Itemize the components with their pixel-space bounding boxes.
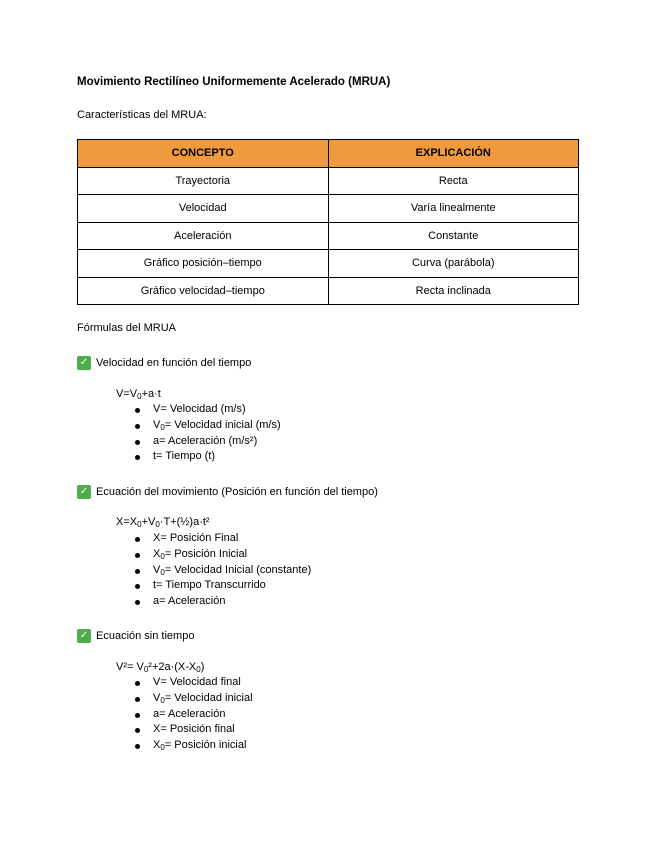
list-item — [134, 594, 311, 610]
list-item — [134, 547, 311, 563]
variable-text: X= Posición Final — [153, 532, 239, 544]
variable-text: $V_0=$ Velocidad Inicial (constante) — [153, 563, 312, 577]
section-heading-text: Velocidad en función del tiempo — [96, 357, 252, 369]
document-title: Movimiento Rectilíneo Uniformemente Acelerado (MRUA) — [77, 76, 391, 88]
list-item — [134, 434, 281, 450]
table-cell-explanation: Curva (parábola) — [328, 250, 579, 278]
table-header-row — [78, 140, 579, 168]
list-item — [134, 722, 253, 738]
check-mark-icon: ✓ — [77, 485, 91, 499]
table-cell-explanation: Recta — [328, 167, 579, 195]
formula-position: $X=X_0+V_0\cdot T+(\frac{1}{2})a\cdot t^2$ — [116, 516, 210, 529]
list-item — [134, 418, 281, 434]
table-cell-concept: Trayectoria — [78, 167, 329, 195]
table-cell-concept: Gráfico velocidad–tiempo — [78, 277, 329, 305]
variable-list-timeless — [134, 675, 253, 754]
formula-timeless: $V^2= V_0^2+2a\cdot(X-X_0)$ — [116, 661, 205, 674]
mrua-characteristics-table — [77, 139, 579, 305]
section-heading-position — [77, 484, 378, 500]
table-cell-explanation: Recta inclinada — [328, 277, 579, 305]
variable-text: X= Posición final — [153, 723, 235, 736]
variable-text: $X_0=$ Posición inicial — [153, 739, 247, 753]
variable-text: a= Aceleración (m/s²) — [153, 434, 258, 447]
variable-text: V= Velocidad final — [153, 676, 241, 688]
list-item — [134, 578, 311, 594]
variable-text: a= Aceleración — [153, 595, 226, 608]
table-row — [78, 222, 579, 250]
variable-text: $V_0=$ Velocidad inicial (m/s) — [153, 418, 281, 432]
variable-text: t= Tiempo (t) — [153, 450, 216, 463]
column-header-concepto: CONCEPTO — [78, 140, 329, 168]
list-item — [134, 449, 281, 465]
formulas-title: Fórmulas del MRUA — [77, 322, 177, 334]
column-header-explicacion: EXPLICACIÓN — [328, 140, 579, 168]
list-item — [134, 531, 311, 547]
variable-text: t= Tiempo Transcurrido — [153, 579, 266, 592]
table-caption: Características del MRUA: — [77, 109, 207, 121]
list-item — [134, 707, 253, 723]
variable-text: V= Velocidad (m/s) — [153, 403, 246, 415]
section-heading-velocity — [77, 355, 251, 371]
table-row — [78, 195, 579, 223]
list-item — [134, 675, 253, 691]
table-cell-explanation: Constante — [328, 222, 579, 250]
table-cell-concept: Gráfico posición–tiempo — [78, 250, 329, 278]
variable-text: a= Aceleración — [153, 707, 226, 720]
variable-text: $V_0=$ Velocidad inicial — [153, 691, 253, 705]
table-row — [78, 167, 579, 195]
check-mark-icon: ✓ — [77, 356, 91, 370]
table-row — [78, 277, 579, 305]
formula-velocity: $V=V_0+a\cdot t$ — [116, 388, 161, 401]
section-heading-text: Ecuación sin tiempo — [96, 630, 195, 642]
variable-list-velocity — [134, 402, 281, 465]
list-item — [134, 738, 253, 754]
table-cell-explanation: Varía linealmente — [328, 195, 579, 223]
list-item — [134, 691, 253, 707]
section-heading-text: Ecuación del movimiento (Posición en función del tiempo) — [96, 486, 378, 498]
list-item — [134, 402, 281, 418]
table-row — [78, 250, 579, 278]
variable-text: $X_0=$ Posición Inicial — [153, 547, 248, 561]
variable-list-position — [134, 531, 311, 610]
list-item — [134, 563, 311, 579]
table-cell-concept: Velocidad — [78, 195, 329, 223]
check-mark-icon: ✓ — [77, 629, 91, 643]
section-heading-timeless — [77, 628, 194, 644]
table-cell-concept: Aceleración — [78, 222, 329, 250]
